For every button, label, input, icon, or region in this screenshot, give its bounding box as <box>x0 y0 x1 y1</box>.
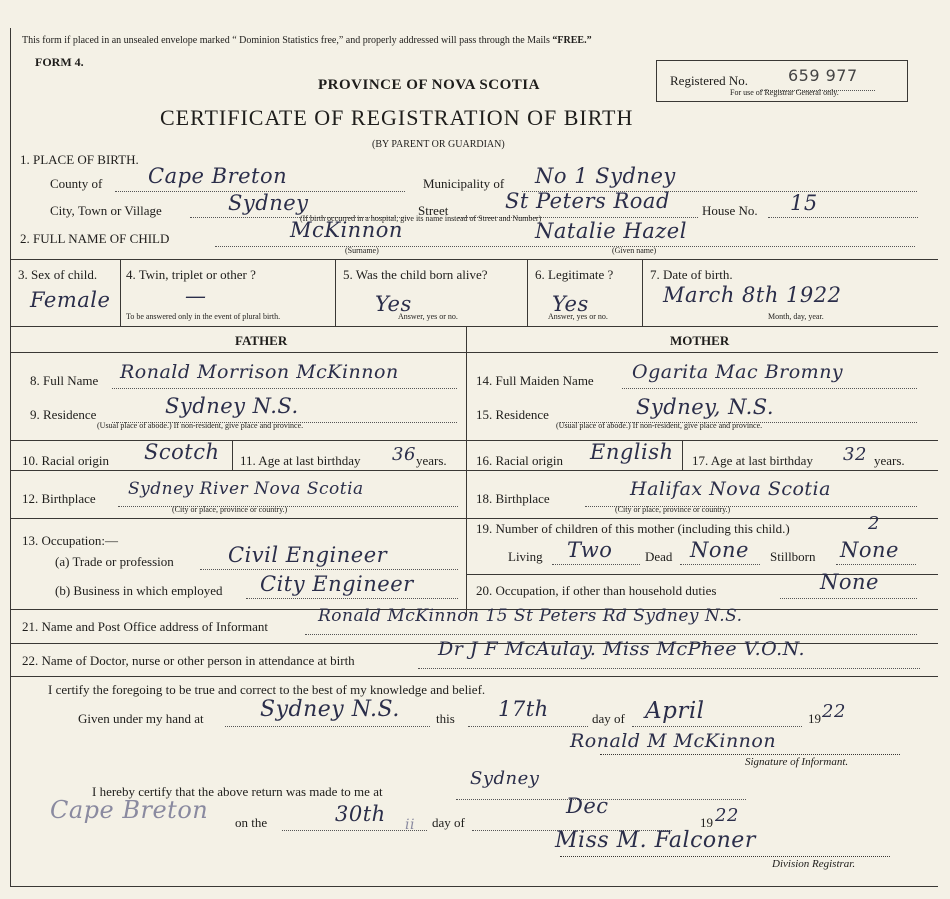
div-4-5 <box>335 259 336 326</box>
day-line <box>468 726 588 727</box>
child-name-label: 2. FULL NAME OF CHILD <box>20 231 170 246</box>
mother-residence-value: Sydney, N.S. <box>636 395 775 419</box>
children-value: 2 <box>868 513 880 534</box>
father-residence-label: 9. Residence <box>30 407 97 422</box>
mother-years: years. <box>874 453 905 468</box>
registrar-signature-line <box>560 856 890 857</box>
registered-label: Registered No. <box>670 73 748 88</box>
twin-value: — <box>185 284 207 308</box>
registrar-signature: Miss M. Falconer <box>555 828 756 853</box>
form-number: FORM 4. <box>35 55 84 69</box>
mother-racial-age-divider <box>682 440 683 470</box>
certificate-title: CERTIFICATE OF REGISTRATION OF BIRTH <box>160 105 634 130</box>
father-age-value: 36 <box>392 444 416 465</box>
children-label: 19. Number of children of this mother (including this child.) <box>476 521 790 536</box>
child-name-line <box>215 246 915 247</box>
rule-above-occupation <box>10 518 466 519</box>
street-value: St Peters Road <box>505 189 670 213</box>
father-birthplace-label: 12. Birthplace <box>22 491 96 506</box>
business-value: City Engineer <box>260 572 414 596</box>
month2-value: Dec <box>566 794 609 818</box>
business-line <box>246 598 458 599</box>
mother-occupation-line <box>780 598 917 599</box>
father-years: years. <box>416 453 447 468</box>
mother-birthplace-value: Halifax Nova Scotia <box>630 478 831 500</box>
certify-text: I certify the foregoing to be true and correct to the best of my knowledge and belief. <box>48 682 486 697</box>
date-note: Month, day, year. <box>768 312 824 321</box>
mother-residence-label: 15. Residence <box>476 407 549 422</box>
year-value: 22 <box>822 701 846 722</box>
house-label: House No. <box>702 203 758 218</box>
city-value: Sydney <box>228 191 309 215</box>
left-border <box>10 28 11 886</box>
year-prefix-2: 19 <box>700 815 713 830</box>
certificate-subtitle: (BY PARENT OR GUARDIAN) <box>372 139 505 150</box>
given-note: (Given name) <box>612 246 657 255</box>
day-value: 17th <box>498 697 549 721</box>
day-of-label: day of <box>592 711 625 726</box>
registrar-label: Division Registrar. <box>772 858 856 870</box>
given-label: Given under my hand at <box>78 711 204 726</box>
father-name-label: 8. Full Name <box>30 373 99 388</box>
alive-label: 5. Was the child born alive? <box>343 267 488 282</box>
informant-signature-line <box>600 754 900 755</box>
living-label: Living <box>508 549 543 564</box>
on-day-value: 30th <box>335 802 386 826</box>
child-given-name: Natalie Hazel <box>535 219 687 243</box>
mother-heading: MOTHER <box>670 333 730 348</box>
living-line <box>552 564 640 565</box>
father-racial-age-divider <box>232 440 233 470</box>
div-5-6 <box>527 259 528 326</box>
alive-note: Answer, yes or no. <box>398 312 458 321</box>
doctor-line <box>418 668 920 669</box>
mother-age-value: 32 <box>843 444 867 465</box>
hospital-note: (If birth occurred in a hospital, give its name instead of Street and Number) <box>300 214 542 223</box>
mother-name-value: Ogarita Mac Bromny <box>632 361 844 383</box>
month-line <box>632 726 802 727</box>
mother-racial-value: English <box>590 440 674 464</box>
informant-line <box>305 634 917 635</box>
mother-residence-note: (Usual place of abode.) If non-resident, give place and province. <box>556 421 763 430</box>
given-place-line <box>225 726 430 727</box>
father-age-label: 11. Age at last birthday <box>240 453 361 468</box>
sex-label: 3. Sex of child. <box>18 267 98 282</box>
informant-signature: Ronald M McKinnon <box>570 730 777 752</box>
mail-notice-text: This form if placed in an unsealed envelope marked “ Dominion Statistics free,” and properly addressed will pass through the Mails <box>22 35 550 46</box>
place-of-birth-heading: 1. PLACE OF BIRTH. <box>20 152 139 167</box>
rule-below-row3 <box>10 326 938 327</box>
div-6-7 <box>642 259 643 326</box>
street-label: Street <box>418 203 449 218</box>
mother-occupation-value: None <box>820 570 879 594</box>
trade-label: (a) Trade or profession <box>55 554 174 569</box>
dead-line <box>680 564 760 565</box>
trade-value: Civil Engineer <box>228 543 388 567</box>
trade-line <box>200 569 458 570</box>
stillborn-value: None <box>840 538 899 562</box>
sex-value: Female <box>30 288 111 312</box>
dead-label: Dead <box>645 549 673 564</box>
legitimate-note: Answer, yes or no. <box>548 312 608 321</box>
mother-age-label: 17. Age at last birthday <box>692 453 813 468</box>
year2-value: 22 <box>715 805 739 826</box>
father-birthplace-note: (City or place, province or country.) <box>172 505 288 514</box>
pencil-county: Cape Breton <box>50 796 209 824</box>
return-place: Sydney <box>470 768 540 789</box>
father-racial-label: 10. Racial origin <box>22 453 110 468</box>
pencil-mark: ii <box>405 817 415 833</box>
return-text: I hereby certify that the above return was made to me at <box>92 784 383 799</box>
mother-name-line <box>622 388 917 389</box>
date-value: March 8th 1922 <box>663 283 842 307</box>
father-name-value: Ronald Morrison McKinnon <box>120 361 399 383</box>
father-birthplace-value: Sydney River Nova Scotia <box>128 479 364 499</box>
municipality-label: Municipality of <box>423 176 505 191</box>
living-value: Two <box>567 538 613 562</box>
mail-notice <box>22 36 592 46</box>
this-label: this <box>436 711 455 726</box>
father-racial-value: Scotch <box>144 440 220 464</box>
father-mother-divider <box>466 326 467 616</box>
father-name-line <box>112 388 457 389</box>
informant-label: 21. Name and Post Office address of Informant <box>22 619 268 634</box>
stillborn-label: Stillborn <box>770 549 816 564</box>
alive-value: Yes <box>375 292 412 316</box>
father-birthplace-line <box>118 506 458 507</box>
municipality-value: No 1 Sydney <box>535 164 676 188</box>
occupation-label: 13. Occupation:— <box>22 533 119 548</box>
bottom-border <box>10 886 938 887</box>
informant-signature-label: Signature of Informant. <box>745 756 849 768</box>
house-line <box>768 217 918 218</box>
mother-name-label: 14. Full Maiden Name <box>476 373 594 388</box>
month-value: April <box>645 698 705 724</box>
registrar-note: For use of Registrar General only. <box>730 88 839 97</box>
county-label: County of <box>50 176 103 191</box>
dead-value: None <box>690 538 749 562</box>
day-of-label-2: day of <box>432 815 465 830</box>
doctor-value: Dr J F McAulay. Miss McPhee V.O.N. <box>438 638 806 660</box>
mother-occupation-label: 20. Occupation, if other than household duties <box>476 583 717 598</box>
city-label: City, Town or Village <box>50 203 162 218</box>
div-3-4 <box>120 259 121 326</box>
house-value: 15 <box>790 191 818 215</box>
date-label: 7. Date of birth. <box>650 267 733 282</box>
doctor-label: 22. Name of Doctor, nurse or other person in attendance at birth <box>22 653 355 668</box>
mother-birthplace-label: 18. Birthplace <box>476 491 550 506</box>
county-value: Cape Breton <box>148 164 288 188</box>
registered-number: 659 977 <box>788 66 858 85</box>
mother-racial-label: 16. Racial origin <box>476 453 564 468</box>
informant-value: Ronald McKinnon 15 St Peters Rd Sydney N.S. <box>318 606 743 626</box>
surname-note: (Surname) <box>345 246 379 255</box>
on-the-label: on the <box>235 815 268 830</box>
father-heading: FATHER <box>235 333 288 348</box>
rule-above-row3 <box>10 259 938 260</box>
stillborn-line <box>836 564 916 565</box>
rule-under-headings <box>10 352 938 353</box>
rule-above-certification <box>10 676 938 677</box>
legitimate-label: 6. Legitimate ? <box>535 267 614 282</box>
legitimate-value: Yes <box>552 292 589 316</box>
twin-label: 4. Twin, triplet or other ? <box>126 267 256 282</box>
twin-note: To be answered only in the event of plural birth. <box>126 312 281 321</box>
father-residence-value: Sydney N.S. <box>165 394 299 418</box>
child-surname: McKinnon <box>290 218 403 242</box>
province-heading: PROVINCE OF NOVA SCOTIA <box>318 77 540 93</box>
mail-free-text: “FREE.” <box>552 35 592 46</box>
given-place: Sydney N.S. <box>260 697 400 722</box>
mother-birthplace-note: (City or place, province or country.) <box>615 505 731 514</box>
business-label: (b) Business in which employed <box>55 583 223 598</box>
father-residence-note: (Usual place of abode.) If non-resident, give place and province. <box>97 421 304 430</box>
year-prefix: 19 <box>808 711 821 726</box>
rule-below-racial <box>10 470 938 471</box>
